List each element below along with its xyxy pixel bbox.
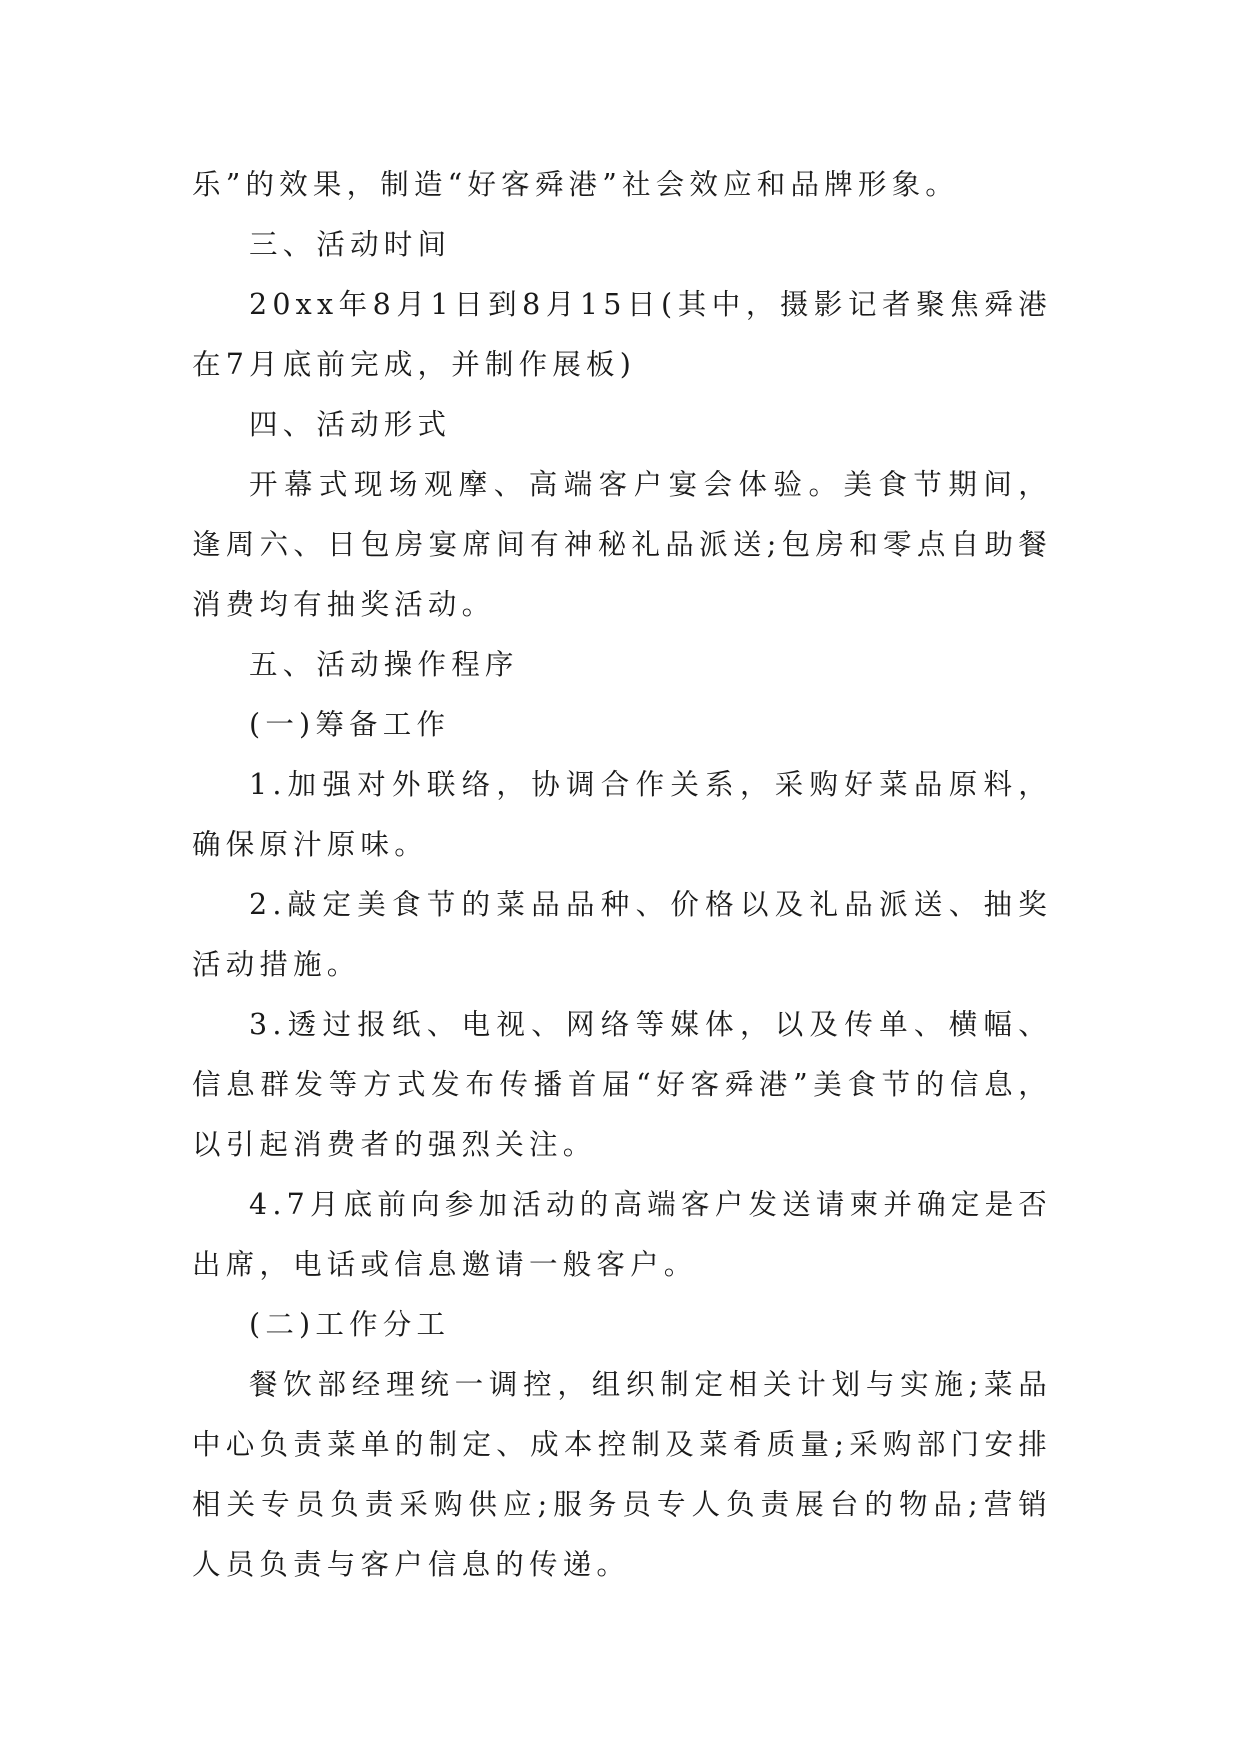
list-item-3: 3.透过报纸、电视、网络等媒体，以及传单、横幅、信息群发等方式发布传播首届“好客舜港”美食节的信息，以引起消费者的强烈关注。 <box>192 1008 1052 1161</box>
list-item-1: 1.加强对外联络，协调合作关系，采购好菜品原料，确保原汁原味。 <box>192 768 1052 861</box>
section-heading-procedure: 五、活动操作程序 <box>249 648 519 681</box>
list-item-2: 2.敲定美食节的菜品品种、价格以及礼品派送、抽奖活动措施。 <box>192 888 1052 981</box>
section-heading-activity-form: 四、活动形式 <box>249 408 452 441</box>
document-body <box>192 155 1052 1595</box>
subsection-heading-division-of-work: (二)工作分工 <box>249 1308 451 1341</box>
paragraph-continuation: 乐”的效果，制造“好客舜港”社会效应和品牌形象。 <box>192 168 960 201</box>
subsection-heading-preparation: (一)筹备工作 <box>249 708 451 741</box>
paragraph-activity-time: 20xx年8月1日到8月15日(其中，摄影记者聚焦舜港在7月底前完成，并制作展板) <box>192 288 1052 381</box>
section-heading-activity-time: 三、活动时间 <box>249 228 452 261</box>
list-item-4: 4.7月底前向参加活动的高端客户发送请柬并确定是否出席，电话或信息邀请一般客户。 <box>192 1188 1052 1281</box>
paragraph-activity-form: 开幕式现场观摩、高端客户宴会体验。美食节期间，逢周六、日包房宴席间有神秘礼品派送;包房和零点自助餐消费均有抽奖活动。 <box>192 468 1052 621</box>
paragraph-division-of-work: 餐饮部经理统一调控，组织制定相关计划与实施;菜品中心负责菜单的制定、成本控制及菜肴质量;采购部门安排相关专员负责采购供应;服务员专人负责展台的物品;营销人员负责与客户信息的传递。 <box>192 1368 1052 1581</box>
